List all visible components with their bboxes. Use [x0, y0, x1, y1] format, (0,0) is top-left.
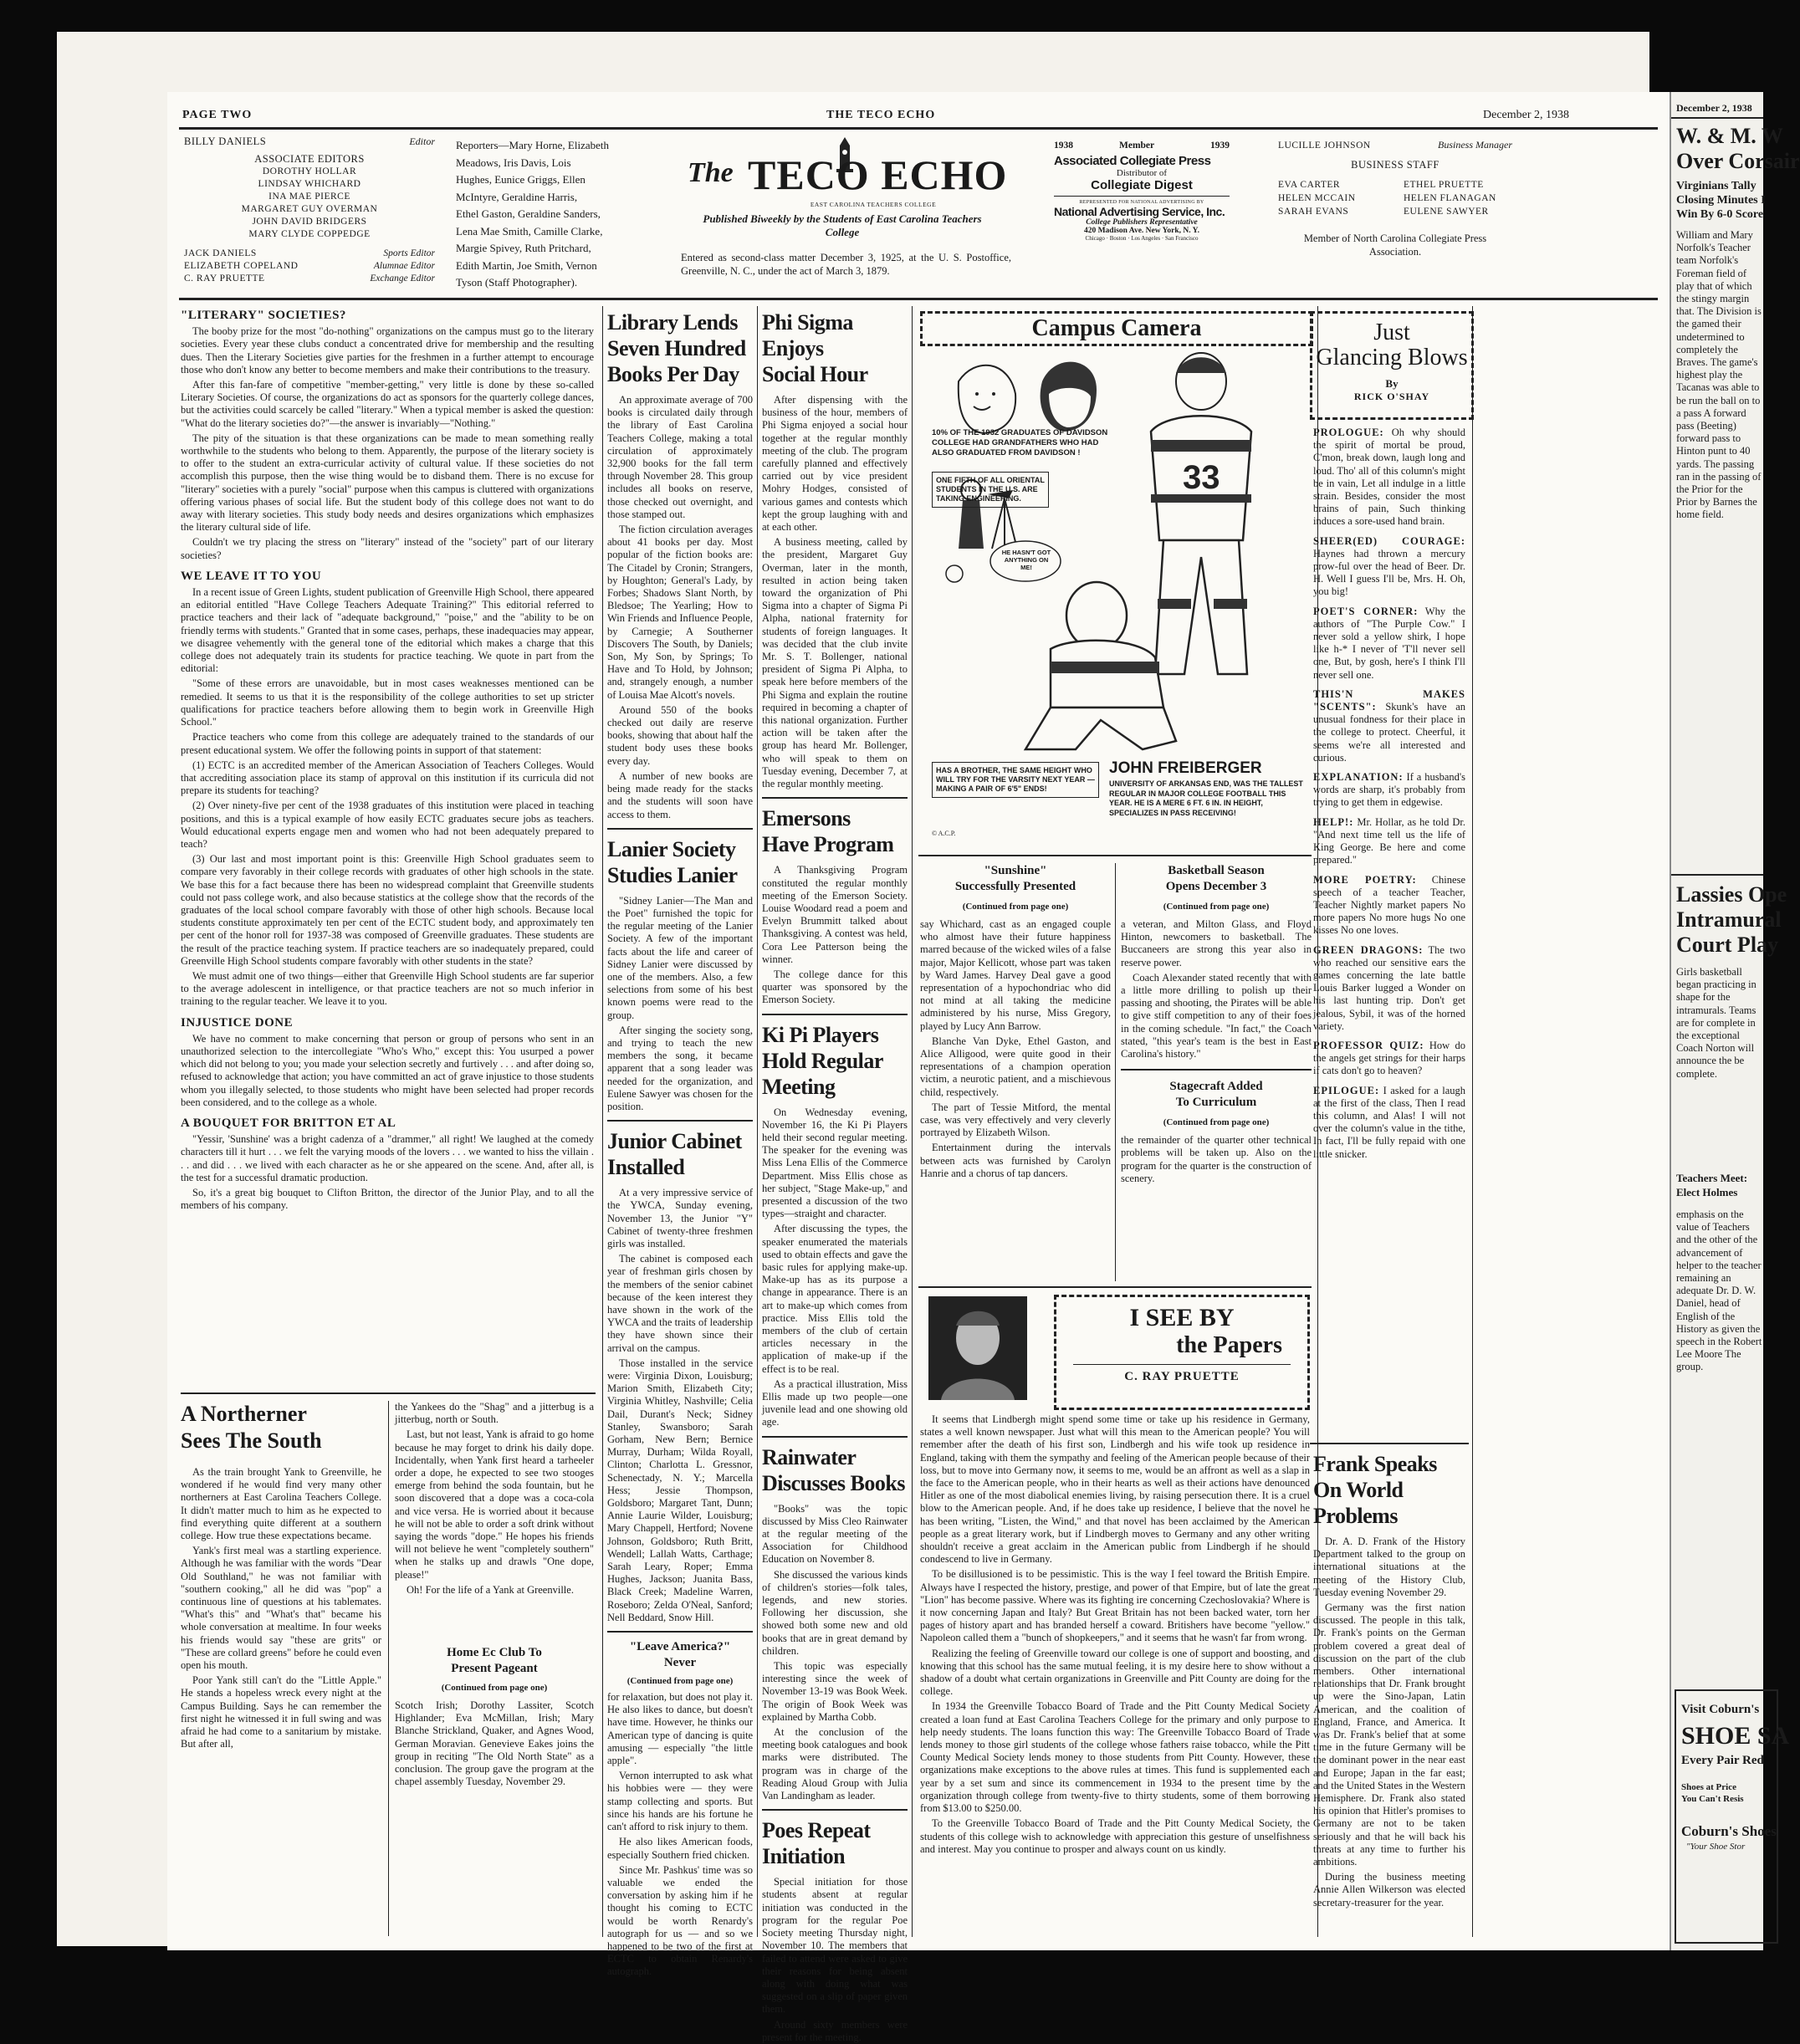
editorial-paragraph: The pity of the situation is that these organizations can be made to mean something really worthwhile to the students who belong to them. Apparently, the purpose of the literary society is to offer to the student an extra-curricular activity of cultural value. If these societies do not accomplish this purpose, then the wise thing would be to disband them. There is no excuse for "literary" societies with a purely "social" purpose when this campus is cluttered with organizations offering various phases of social life. But the student body of this college does not want to do away with literary societies. This study body needs and desires organizations which emphasizes the literary cultural side of life.	[181, 432, 594, 534]
headline-line: Phi Sigma	[762, 310, 853, 335]
scanned-page-background	[57, 32, 1800, 2043]
column-rule	[757, 306, 758, 1937]
editor-name: BILLY DANIELS	[184, 135, 267, 147]
article-paragraph: To the Greenville Tobacco Board of Trade and the Pitt County Medical Society, the students of this college wish to acknowledge with appreciation this gesture of unselfishness and interest. May you continue to prosper and always count on us kindly.	[920, 1817, 1310, 1855]
headline-line: "Sunshine"	[984, 864, 1047, 877]
title-line: Glancing Blows	[1316, 345, 1468, 370]
masthead-editors	[184, 135, 435, 285]
article-paragraph: After discussing the types, the speaker enumerated the materials used to obtain effects and gave the basic rules for applying make-up. Make-up has as its purpose a change in appearance. There is an art to make-up which comes from practice. Miss Ellis told the members of the club of certain articles necessary in the application of make-up if the effect is to be real.	[762, 1223, 908, 1375]
cartoon-player-name: JOHN FREIBERGER	[1109, 759, 1262, 777]
section-editor-name: ELIZABETH COPELAND	[184, 261, 299, 271]
article-paragraph: Blanche Van Dyke, Ethel Gaston, and Alice Alligood, were quite good in their representations of a champion operation victim, a neurotic patient, and a mischievous child, respectively.	[920, 1035, 1111, 1098]
column-two	[607, 309, 753, 1978]
article-paragraph: The part of Tessie Mitford, the mental case, was very effectively and very cleverly portrayed by Elizabeth Wilson.	[920, 1101, 1111, 1139]
headline-line: Stagecraft Added	[1169, 1080, 1263, 1094]
ad-line: Every Pair Red	[1681, 1754, 1764, 1767]
adjacent-subhead	[1676, 1171, 1747, 1199]
i-see-by-title-box	[1054, 1295, 1310, 1410]
article-paragraph: the remainder of the quarter other technical problems will be taken up. Also on the program for the quarter is the construction of scenery.	[1121, 1134, 1312, 1184]
glancing-section-heading: MORE POETRY:	[1313, 873, 1417, 886]
headline-line: Basketball Season	[1168, 864, 1265, 877]
title-line: Just	[1373, 319, 1410, 345]
library-article	[607, 394, 753, 821]
nameplate-subtitle: Published Biweekly by the Students of East Carolina Teachers College	[703, 212, 982, 238]
editorial-paragraph: The booby prize for the most "do-nothing" organizations on the campus must go to the literary societies. Every year these clubs conduct a concentrated drive for membership and the resulting dues. Then the Literary Societies give parties for the freshmen in a further attempt to encourage those who don't know any better to become members and make their contributions to the treasury.	[181, 325, 594, 376]
northerner-col1	[181, 1466, 381, 1934]
nameplate-college: EAST CAROLINA TEACHERS COLLEGE	[810, 201, 937, 208]
headline-line: Frank Speaks	[1313, 1452, 1437, 1476]
i-see-by-article	[920, 1413, 1310, 1940]
article-paragraph: a veteran, and Milton Glass, and Floyd Hinton, newcomers to basketball. The Buccaneers are strong this year also in reserve power.	[1121, 918, 1312, 968]
headline-line: Lassies Ope	[1676, 882, 1787, 907]
masthead-business	[1278, 139, 1512, 258]
cartoon-fact-brother: HAS A BROTHER, THE SAME HEIGHT WHO WILL TRY FOR THE VARSITY NEXT YEAR — MAKING A PAIR OF 6'5" ENDS!	[932, 762, 1099, 798]
reporters-line: Meadows, Iris Davis, Lois	[456, 156, 571, 169]
article-headline	[607, 836, 753, 888]
glancing-section-text: The two who reached our sensitive ears the games concerning the late battle Louis Barker lugged a Wonder on his last hunting trip. Don't get jealous, Sybil, it was of the horned variety.	[1313, 943, 1466, 1032]
glancing-section-heading: PROLOGUE:	[1313, 427, 1384, 438]
article-paragraph: As the train brought Yank to Greenville, he wondered if he would find very many other northerners at East Carolina Teachers College. It didn't matter much to him as he expected to find everything quite different at a southern college. How true these expectations became.	[181, 1466, 381, 1542]
student-face-icon	[1041, 362, 1097, 432]
editorial-paragraph: In a recent issue of Green Lights, student publication of Greenville High School, there appeared an editorial entitled "Have College Teachers Adequate Training?" This editorial referred to practice teachers and their lack of "adequate background," "poise," and the "ability to be on friendly terms with students." Granted that in some cases, perhaps, these inadequacies may appear, we disagree vehemently with the general tone of the editorial which makes a charge that this college does not adequately train its students for practice teaching. We quote in part from the editorial:	[181, 586, 594, 675]
ad-line: Coburn's Shoes	[1681, 1823, 1777, 1839]
sunshine-article	[920, 863, 1111, 1281]
headline-line: Sees The South	[181, 1428, 322, 1453]
leave-america-article	[607, 1691, 753, 1978]
northerner-article	[181, 1401, 594, 1936]
column-rule	[1472, 306, 1473, 1937]
nameplate-the: The	[688, 157, 734, 188]
article-paragraph: At the conclusion of the meeting book catalogues and book marks were distributed. The program was in charge of the Reading Aloud Group with Julia Van Landingham as leader.	[762, 1726, 908, 1802]
basketball-article	[1121, 863, 1312, 1281]
editorial-paragraph: Practice teachers who come from this college are adequately trained to the standards of our present educational system. We offer the following points in support of that statement:	[181, 731, 594, 756]
article-paragraph: Dr. A. D. Frank of the History Department talked to the group on international situations at the meeting of the History Club, Tuesday evening November 29.	[1313, 1536, 1465, 1598]
associate-editor: JOHN DAVID BRIDGERS	[252, 217, 367, 227]
manager-role: Business Manager	[1438, 139, 1512, 151]
article-headline	[920, 863, 1111, 895]
headline-line: "Leave America?"	[629, 1640, 731, 1654]
phi-sigma-article	[762, 394, 908, 790]
article-paragraph: The cabinet is composed each year of freshman girls chosen by the members of the senior cabinet because of the keen interest they have shown in the work of the YWCA and the traits of leadership they have shown since their arrival on the campus.	[607, 1253, 753, 1354]
article-headline	[1313, 1451, 1465, 1529]
article-paragraph: A number of new books are being made ready for the stacks and the students will soon have access to them.	[607, 769, 753, 820]
cartoon-fact-engineering: ONE FIFTH OF ALL ORIENTAL STUDENTS IN THE U.S. ARE TAKING ENGINEERING.	[932, 472, 1049, 508]
headline-line: Seven Hundred	[607, 336, 746, 360]
football-player-icon	[1151, 353, 1251, 674]
nameplate-entry-note: Entered as second-class matter December 3, 1925, at the U. S. Postoffice, Greenville, N. C., under the act of March 3, 1879.	[681, 252, 1011, 277]
business-staff-member: SARAH EVANS	[1278, 207, 1349, 217]
associate-editors-heading: ASSOCIATE EDITORS	[254, 153, 365, 165]
glancing-section-heading: SHEER(ED) COURAGE:	[1313, 534, 1465, 547]
article-headline	[762, 309, 908, 387]
article-paragraph: Entertainment during the intervals between acts was furnished by Carolyn Hanrie and a chorus of tap dancers.	[920, 1142, 1111, 1179]
headline-line: Home Ec Club To	[447, 1646, 542, 1659]
reporters-line: Tyson (Staff Photographer).	[456, 276, 578, 289]
kneeling-player-icon	[1025, 582, 1176, 749]
article-paragraph: Oh! For the life of a Yank at Greenville.	[407, 1583, 574, 1596]
ad-line: "Your Shoe Stor	[1686, 1842, 1746, 1852]
business-staff-member: EULENE SAWYER	[1404, 207, 1489, 217]
page-header	[182, 109, 1654, 125]
article-paragraph: After dispensing with the business of the hour, members of Phi Sigma enjoyed a social hour together at the regular monthly meeting of the club. The program carefully planned and effectively carried out by vice president Mohry Hodges, consisted of various games and contests which kept the group laughing with and at each other.	[762, 394, 908, 534]
press-address: 420 Madison Ave. New York, N. Y.	[1083, 227, 1200, 235]
reporters-line: Margie Spivey, Ruth Pritchard,	[456, 242, 591, 254]
section-editor-role: Sports Editor	[383, 248, 435, 258]
campus-camera-title: Campus Camera	[1031, 315, 1202, 341]
headline-line: Enjoys	[762, 336, 824, 360]
article-paragraph: On Wednesday evening, November 16, the Ki Pi Players held their second regular meeting. The speaker for the evening was Miss Lena Ellis of the Commerce Department. Miss Ellis chose as her subject, "Stage Make-up," and presented a discussion of the two types—straight and character.	[762, 1106, 908, 1220]
article-paragraph: say Whichard, cast as an engaged couple who almost have their future happiness marred because of the wicked wiles of a false major, Major Kellicott, whose part was taken by Ward James. Harvey Deal gave a good representation of a hypochondriac who did not mind at all taking the medicine administered by his nurse, Miss Gregory, played by Lucy Ann Barrow.	[920, 918, 1111, 1032]
headline-line: Emersons	[762, 806, 851, 831]
article-paragraph: Around sixty members were present for the meeting.	[762, 2018, 908, 2043]
article-headline	[762, 1817, 908, 1869]
glancing-section-text: I asked for a laugh at the first of the class, Then I read this column, and Alas! I will not over the column's value in the tithe, In fact, I'll be fully repaid with one little snicker.	[1313, 1084, 1465, 1160]
reporters-line: Lena Mae Smith, Camille Clarke,	[456, 224, 603, 238]
associate-editors-list	[184, 166, 435, 241]
junior-cabinet-article	[607, 1187, 753, 1624]
glancing-blows-title-box	[1310, 311, 1474, 420]
cartoon-player-bio: UNIVERSITY OF ARKANSAS END, WAS THE TALLEST REGULAR IN MAJOR COLLEGE FOOTBALL THIS YEAR. HE IS A MERE 6 FT. 6 IN. IN HEIGHT, SPECIALIZES IN PASS RECEIVING!	[1109, 779, 1303, 817]
editorial-paragraph: So, it's a great big bouquet to Clifton Britton, the director of the Junior Play, and to all the members of his company.	[181, 1187, 594, 1212]
subhead-line: Teachers Meet:	[1676, 1172, 1748, 1184]
press-rep-line: REPRESENTED FOR NATIONAL ADVERTISING BY	[1079, 200, 1204, 205]
cartoon-bottom-rule	[918, 855, 1312, 856]
associate-editor: MARGARET GUY OVERMAN	[241, 204, 378, 214]
cartoon-credit: © A.C.P.	[932, 830, 956, 837]
glancing-section-heading: EPILOGUE:	[1313, 1084, 1380, 1096]
rainwater-article	[762, 1503, 908, 1803]
paper-name: THE TECO ECHO	[826, 109, 936, 121]
issue-date: December 2, 1938	[1483, 109, 1570, 121]
headline-line: Hold Regular	[762, 1048, 883, 1073]
deck-line: Win By 6-0 Score	[1676, 208, 1764, 221]
article-headline	[1121, 1079, 1312, 1111]
glancing-section-text: Why the authors of "The Purple Cow." I never sold a yellow shirk, I hope like h-* I never of 'T'll never sell one, But, by gosh, here's I think I'll never sell one.	[1313, 605, 1465, 681]
headline-line: Rainwater	[762, 1444, 857, 1469]
press-year-left: 1938	[1054, 141, 1073, 151]
press-distributor: Distributor of	[1116, 168, 1168, 178]
article-headline	[762, 1022, 908, 1100]
adjacent-headline	[1676, 882, 1787, 958]
associate-editor: INA MAE PIERCE	[268, 192, 350, 202]
glancing-blows-title	[1312, 320, 1471, 370]
headline-line: Books Per Day	[607, 362, 739, 386]
glancing-section-heading: EXPLANATION:	[1313, 771, 1404, 784]
article-headline	[181, 1401, 381, 1454]
headline-line: Discusses Books	[762, 1470, 905, 1495]
headline-line: Ki Pi Players	[762, 1022, 879, 1047]
northerner-col2	[395, 1401, 594, 1635]
glancing-section-text: If a husband's words are sharp, it's probably from trying to get them in edgewise.	[1313, 771, 1466, 809]
masthead-rule	[179, 298, 1658, 300]
headline-line: On World	[1313, 1478, 1404, 1502]
press-nas-sub: College Publishers Representative	[1086, 218, 1198, 227]
glancing-section-heading: GREEN DRAGONS:	[1313, 943, 1424, 956]
jersey-number: 33	[1183, 459, 1220, 496]
article-paragraph: In 1934 the Greenville Tobacco Board of Trade and the Pitt County Medical Society created a loan fund at East Carolina Teachers College for the primary and only purpose to help needy students. The loans function this way: The Greenville Tobacco Board of Trade lends money to those girl students of the college whose fathers raise tobacco, while the Pitt County Medical Society lends money to those students from Pitt County. However, these organizations make exceptions to the above rules at times. This fund is supplemented each year by a set sum and since its commencement in 1934 to the present time by the organization through college from twenty-five to thirty students, some of them borrowing from $13.00 to $250.00.	[920, 1700, 1310, 1815]
headline-line: Library Lends	[607, 310, 739, 335]
press-association: Associated Collegiate Press	[1054, 154, 1211, 168]
article-paragraph: At a very impressive service of the YWCA, Sunday evening, November 13, the Junior "Y" Cabinet of twenty-three freshmen girls was installed.	[607, 1187, 753, 1249]
article-paragraph: To be disillusioned is to be pessimistic. This is the way I feel toward the British Empire. Always have I respected the history, prestige, and power of that Empire, but of late the great "Lion" has become passive. Where was its fighting ire concerning Czechoslovakia? Where is it now concerning Japan and Italy? But Great Britain has not been backed water, torn her pages of history apart and has branded herself a coward. Britishers have become "yellow." Napoleon called them a "bunch of shopkeepers," and it seems that he wasn't far from wrong.	[920, 1568, 1310, 1644]
editorial-paragraph: We must admit one of two things—either that Greenville High School students are far superior to the average adolescent in intelligence, or that practice teachers are not so much inferior in training to the regular teacher. We leave it to you.	[181, 969, 594, 1008]
section-editor-name: JACK DANIELS	[184, 248, 257, 258]
poes-article	[762, 1876, 908, 2044]
article-paragraph: Coach Alexander stated recently that with a little more drilling to polish up their passing and shooting, the Pirates will be able to give stiff competition to any of their foes in the coming schedule. "In fact," the Coach stated, "this year's team is the best in East Carolina's history."	[1121, 971, 1312, 1060]
press-year-right: 1939	[1210, 141, 1230, 151]
headline-line: A Northerner	[181, 1402, 307, 1426]
headline-line: Initiation	[762, 1844, 846, 1869]
lanier-article	[607, 895, 753, 1113]
editorial-title: WE LEAVE IT TO YOU	[181, 569, 322, 583]
section-rule	[1310, 1443, 1469, 1444]
section-editor-role: Exchange Editor	[370, 273, 435, 284]
ad-line: Shoes at Price	[1681, 1782, 1736, 1792]
reporters-line: Hughes, Eunice Griggs, Ellen	[456, 173, 586, 186]
masthead-reporters	[456, 137, 661, 292]
article-headline	[607, 309, 753, 387]
headline-line: Court Play	[1676, 933, 1779, 957]
continued-note: (Continued from page one)	[1163, 1117, 1270, 1128]
headline-line: Over Corsair	[1676, 149, 1800, 173]
headline-line: Present Pageant	[451, 1662, 538, 1675]
continued-note: (Continued from page one)	[626, 1676, 734, 1687]
editor-role: Editor	[409, 135, 435, 147]
glancing-section-text: How do the angels get strings for their harps if cats don't go to heaven?	[1313, 1039, 1465, 1077]
editorials-column	[181, 309, 594, 1388]
article-paragraph: Special initiation for those students absent at regular initiation was conducted in the program for the regular Poe Society meeting Thursday night, November 10. The members that failed to attend were asked to give their reasons for being absent along with doing what was suggested on a slip of paper given them.	[762, 1876, 908, 2016]
emersons-article	[762, 864, 908, 1006]
editorials-bottom-rule	[181, 1392, 596, 1394]
editorial-paragraph: "Some of these errors are unavoidable, but in most cases weaknesses mentioned can be remedied. It seems to us that it is the responsibility of the college authorities to set up stricter qualifications for practice teachers before allowing them to begin work in Greenville High School."	[181, 677, 594, 728]
associate-editor: LINDSAY WHICHARD	[258, 179, 361, 189]
campus-camera-cartoon	[925, 348, 1310, 850]
business-staff-member: HELEN FLANAGAN	[1404, 193, 1496, 203]
article-paragraph: The fiction circulation averages about 41 books per day. Most popular of the fiction books are: The Citadel by Cronin; Strangers, by Houghton; General's Lady, by Forbes; Shadows Slant North, by Bledsoe; The Yearling; How to Win Friends and Influence People, by Carnegie; A Southerner Discovers The South, by Daniels; Son, My Son, by Springs; To Have and To Hold, by Johnson; and, strangely enough, a number of Louisa Mae Alcott's novels.	[607, 524, 753, 701]
reporters-line: Reporters—Mary Horne, Elizabeth	[456, 139, 610, 151]
adjacent-text: William and Mary Norfolk's Teacher team Norfolk's Foreman field of play that of which the stingy margin that. The Division is the gamed their undetermined to completely the Braves. The game's highest play the Tacanas was able to be run the ball on to a pass A forward pass (Beeting) forward pass to Hinton punt to 40 yards. The passing ran in the passing of the Prior for the Prior by Barnes the home field.	[1676, 229, 1762, 521]
press-block	[1054, 141, 1230, 266]
adjacent-headline	[1676, 124, 1800, 174]
reporters-line: Ethel Gaston, Geraldine Sanders,	[456, 207, 601, 220]
article-paragraph: "Books" was the topic discussed by Miss Cleo Rainwater at the regular meeting of the Association for Childhood Education on November 8.	[762, 1502, 908, 1566]
article-paragraph: This topic was especially interesting since the week of November 13-19 was Book Week. The origin of Book Week was explained by Martha Cobb.	[762, 1660, 908, 1723]
article-paragraph: Last, but not least, Yank is afraid to go home because he may forget to drink his daily dope. Incidentally, when Yank first heard a tarheeler order a dope, he expected to see two stooges emerge from behind the soda fountain, but he soon discovered that a dope was a coca-cola and vice versa. He is worried about it because he will not be able to order a soft drink without saying the words "dope." He hopes his friends will not believe he went "completely southern" when he stalks up and drawls "One dope, please!"	[395, 1428, 594, 1581]
reporters-line: McIntyre, Geraldine Harris,	[456, 190, 578, 203]
adjacent-page	[1670, 92, 1800, 1950]
editorial-paragraph: After this fan-fare of competitive "member-getting," very little is done by these so-called Literary Societies. Of course, the organizations do act as sponsors for the quarterly college dances, but the activities could scarcely be called "literary." When a typical member is asked the question: "What do the literary societies do?"—the answer is invariably—"Nothing."	[181, 379, 594, 429]
press-nas: National Advertising Service, Inc.	[1054, 205, 1225, 218]
i-see-by-byline: C. RAY PRUETTE	[1124, 1370, 1240, 1383]
deck-line: Virginians Tally	[1676, 180, 1757, 192]
editorial-paragraph: (1) ECTC is an accredited member of the American Association of Teachers Colleges. Would that accrediting association place its stamp of approval on this institution if its curricula did not prepare its students for teaching?	[181, 759, 594, 797]
headline-line: Successfully Presented	[954, 880, 1076, 893]
editorial-paragraph: (2) Over ninety-five per cent of the 1938 graduates of this institution were placed in teaching positions, and this is a typical example of how easily ECTC graduates secure jobs as teachers. Would educational experts engage men and women who had not been adequately prepared to teach?	[181, 800, 594, 850]
glancing-section-heading: PROFESSOR QUIZ:	[1313, 1039, 1424, 1051]
headline-line: Opens December 3	[1165, 880, 1267, 893]
column-three	[762, 309, 908, 2043]
glancing-section-text: Chinese speech of a teacher Teacher, Teacher Nightly market papers No more papers No more hugs No one kisses No one loves.	[1313, 873, 1465, 937]
article-paragraph: for relaxation, but does not play it. He also likes to dance, but doesn't have time. However, he thinks our American type of dancing is quite amusing — especially "the little apple".	[607, 1691, 753, 1767]
business-staff-member: ETHEL PRUETTE	[1404, 180, 1484, 190]
article-paragraph: Scotch Irish; Dorothy Lassiter, Scotch Highlander; Eva McMillan, Irish; Mary Blanche Strickland, Quaker, and Agnes Wood, German Moravian. Genevieve Eakes joins the group in reciting "The Old North State" as a conclusion. The group gave the program at the chapel assembly Tuesday, November 29.	[395, 1699, 594, 1788]
glancing-section-heading: THIS'N MAKES "SCENTS":	[1313, 687, 1465, 713]
press-digest: Collegiate Digest	[1091, 178, 1193, 192]
small-face-icon	[946, 565, 963, 582]
nameplate-title: TECO ECHO	[748, 151, 1008, 198]
glancing-section-heading: HELP!:	[1313, 815, 1354, 828]
article-paragraph: She discussed the various kinds of children's stories—folk tales, legends, and new stories. Following her discussion, she showed both some new and old books that are in great demand by children.	[762, 1568, 908, 1657]
i-see-by-title: I SEE BY	[1129, 1304, 1235, 1331]
article-paragraph: During the business meeting Annie Allen Wilkerson was elected secretary-treasurer for the year.	[1313, 1871, 1465, 1909]
ad-line: Visit Coburn's	[1681, 1703, 1760, 1716]
reporters-line: Edith Martin, Joe Smith, Vernon	[456, 258, 597, 272]
article-headline	[607, 1639, 753, 1671]
editorial-title: "LITERARY" SOCIETIES?	[181, 309, 346, 322]
i-see-by-subtitle: the Papers	[1176, 1332, 1282, 1358]
cartoon-speech-bubble: HE HASN'T GOT ANYTHING ON ME!	[1001, 549, 1051, 571]
headline-line: Studies Lanier	[607, 862, 738, 887]
article-headline	[607, 1128, 753, 1180]
newspaper-sheet	[167, 92, 1800, 2043]
ki-pi-article	[762, 1106, 908, 1429]
editorial-paragraph: (3) Our last and most important point is this: Greenville High School graduates seem to compare very favorably in their college records with graduates of other high schools in the state. We base this for a fact because there has been no widespread complaint that Greenville students could not pass college work, and also because statistics at the college show that the records of the graduates of the local school compare favorably with those of other high schools. Because local students constitute approximately ten per cent of the ECTC student body, and approximately ten per cent of the honor roll for 1937-38 was composed of Greenville graduates. These students are the result of the practice teaching system. If practice teachers are so inadequately prepared, could Greenville High School students compare favorably with other students in the state?	[181, 853, 594, 967]
article-paragraph: Vernon interrupted to ask what his hobbies were — they were stamp collecting and sports. But since his hands are his fortune he can't afford to risk injury to them.	[607, 1770, 753, 1833]
article-paragraph: the Yankees do the "Shag" and a jitterbug is a jitterbug, north or South.	[395, 1401, 594, 1426]
article-paragraph: Germany was the first nation discussed. The people in this talk, Dr. Frank's points on the German problem covered a great deal of discussion on the part of the club members. Other international relationships that Dr. Frank brought up were the Sino-Japan, Latin American, and the coalition of England, France, and America. It was Dr. Frank's belief that at some time in the future Germany will be the dominant power in the near east and Europe; Japan in the far east; and the United States in the Western Hemisphere. Dr. Frank also stated his opinion that Hitler's promises to Germany are not to be taken seriously and that he will back his threats at any time to further his ambitions.	[1313, 1602, 1465, 1868]
page-label: PAGE TWO	[182, 109, 253, 121]
article-paragraph: It seems that Lindbergh might spend some time or take up his residence in Germany, states a well known newspaper. Just what will this mean to the American people? You will remember after the death of his first son, Lindbergh and his wife took up residence in England, taking with them the sympathy and feeling of the American people because of their loss, but to move into Germany now, it seems to me, would be an affront as well as a slap in the face to the American people, who in their hearts as well as their actions have denounced Hitler as one of the most diabolical enemies living, by raising persecution there. It is a cruel blow to the American people. And, if he does take up residence, I believe that the novel he has been writing, "Listen, the Wind," and that novel has been acclaimed by the American people as a great literary work, but if Lindbergh moves to Germany and any other writing shouldn't receive a great acclaim in the American public from Lindbergh if he should condescend to live in Germany.	[920, 1413, 1310, 1566]
glancing-blows-column	[1313, 427, 1465, 1438]
associate-editor: MARY CLYDE COPPEDGE	[248, 229, 371, 239]
business-staff-member: EVA CARTER	[1278, 180, 1341, 190]
article-paragraph: Yank's first meal was a startling experience. Although he was familiar with the words "Dear Old Southland," he was not familiar with "southern cooking," all he did was "pop" a continuous line of questions at his tablemates. "What's this" and "What's that" became his whole conversation at mealtime. In four weeks his friends would say "these are grits" or "These are collard greens" before he could even open his mouth.	[181, 1545, 381, 1672]
article-headline	[762, 1444, 908, 1496]
press-cities: Chicago · Boston · Los Angeles · San Francisco	[1085, 235, 1199, 242]
headline-line: Problems	[1313, 1504, 1398, 1528]
deck-line: Closing Minutes I	[1676, 194, 1766, 207]
article-paragraph: A business meeting, called by the president, Margaret Guy Overman, later in the month, resulted in action being taken toward the organization of Phi Sigma into a chapter of Sigma Pi Alpha, national fraternity for students of foreign languages. It was decided that the club invite Mr. S. T. Bollenger, national president of Sigma Pi Alpha, to speak here before members of the Phi Sigma and explain the routine required in becoming a chapter of this national organization. Further action will be taken after the group has heard Mr. Bollenger, who will speak to them on Tuesday evening, December 7, at the regular monthly meeting.	[762, 536, 908, 790]
header-rule	[179, 127, 1658, 130]
article-paragraph: Poor Yank still can't do the "Little Apple." He stands a hopeless wreck every night at the Campus Building. Says he can remember the first night he witnessed it in full swing and was afraid he had come to a sanitarium by mistake. But after all,	[181, 1674, 381, 1750]
article-paragraph: After singing the society song, and trying to teach the new members the song, it became apparent that a song leader was needed for the organization, and Eulene Sawyer was chosen for the position.	[607, 1024, 753, 1112]
editorial-paragraph: "Yessir, 'Sunshine' was a bright cadenza of a "drammer," all right! We laughed at the comedy characters till it hurt . . . we felt the varying moods of the lovers . . . we wanted to hiss the villain . . . and did . . . we lived with each character as he or she appeared on the scene. And, after all, is the test for a successful dramatic production.	[181, 1133, 594, 1183]
business-staff-heading: BUSINESS STAFF	[1351, 159, 1439, 171]
headline-line: Meeting	[762, 1074, 836, 1099]
section-editors	[184, 248, 435, 285]
article-paragraph: As a practical illustration, Miss Ellis made up two people—one juvenile lead and one showing old age.	[762, 1377, 908, 1428]
glancing-section-text: Mr. Hollar, as he told Dr. "And next time tell us the life of King George. Be here and come prepared."	[1313, 815, 1465, 866]
article-paragraph: He also likes American foods, especially Southern fried chicken.	[607, 1836, 753, 1861]
editorial-title: INJUSTICE DONE	[181, 1015, 294, 1030]
article-paragraph: "Sidney Lanier—The Man and the Poet" furnished the topic for the regular meeting of the Lanier Society. A few of the important facts about the life and career of Sidney Lanier were discussed by one of the members. Also, a few selections from some of his best known poems were read to the group.	[607, 894, 753, 1021]
headline-line: Poes Repeat	[762, 1818, 871, 1843]
headline-line: Lanier Society	[607, 836, 736, 861]
continued-note: (Continued from page one)	[962, 902, 1069, 912]
section-editor-name: C. RAY PRUETTE	[184, 273, 265, 284]
editorial-title: A BOUQUET FOR BRITTON ET AL	[181, 1116, 396, 1130]
article-paragraph: Realizing the feeling of Greenville toward our college is one of support and boosting, and knowing that this school has the same mutual feeling, it is my desire here to show without a shadow of a doubt what certain organizations in Greenville and Pitt County are doing for the college.	[920, 1647, 1310, 1698]
grandfather-face-icon	[959, 365, 1015, 433]
continued-note: (Continued from page one)	[441, 1683, 548, 1693]
article-headline	[395, 1645, 594, 1677]
headline-line: Intramural	[1676, 907, 1782, 932]
press-member: Member	[1119, 141, 1155, 151]
article-headline	[1121, 863, 1312, 895]
cartoon-fact-grandfathers: 10% OF THE 1932 GRADUATES OF DAVIDSON COLLEGE HAD GRANDFATHERS WHO HAD ALSO GRADUATED FROM DAVIDSON !	[932, 428, 1108, 457]
ad-line: SHOE SA	[1681, 1722, 1790, 1750]
business-staff-member: HELEN MCCAIN	[1278, 193, 1356, 203]
headline-line: W. & M. W	[1676, 124, 1783, 148]
adjacent-date: December 2, 1938	[1676, 102, 1752, 114]
glancing-section-text: Haynes had thrown a mercury prow-ful over the head of Beer. Dr. H. Well I guess I'll be, Mrs. H. Oh, you big!	[1313, 547, 1465, 598]
glancing-section-text: Oh why should the spirit of mortal be proud, C'mon, break down, laugh long and loud. Tho' all of this column's might be in vain, Let all indulge in a little strain. Besides, consider the most brains of pain, Such thinking induces a sore-used hand brain.	[1313, 427, 1465, 528]
continued-note: (Continued from page one)	[1163, 902, 1270, 912]
coburn-shoe-ad	[1675, 1689, 1790, 1944]
column-rule	[602, 306, 603, 1937]
article-paragraph: An approximate average of 700 books is circulated daily through the library of East Carolina Teachers College, making a total circulation of approximately 32,900 books for the fall term through November 28. This group includes all books on reserve, those checked out overnight, and those stamped out.	[607, 394, 753, 520]
headline-line: Never	[663, 1656, 697, 1670]
editorial-paragraph: Couldn't we try placing the stress on "literary" instead of the "society" part of our literary societies?	[181, 536, 594, 561]
glancing-section-text: Skunk's have an unusual fondness for their place in the college to protect. Cheerful, it seems we're all interested and curious.	[1313, 701, 1466, 764]
editorial-paragraph: We have no comment to make concerning that person or group of persons who sent in an unauthorized selection to the intercollegiate "Who's Who," except this: You usurped a power which did not belong to you; you made your selection secretly and furtively . . . and after doing so, refused to acknowledge that action; you have committed an act of grave injustice to those students whom you illegally selected, to those students who might have been selected had proper records been considered, and to the college as a whole.	[181, 1032, 594, 1108]
nameplate	[679, 135, 1014, 294]
campus-camera-title-box	[920, 311, 1313, 346]
glancing-by: By	[1385, 377, 1399, 390]
section-editor-role: Alumnae Editor	[373, 261, 435, 271]
columnist-portrait-icon	[928, 1296, 1027, 1400]
column-rule	[912, 306, 913, 1937]
frank-article	[1313, 1451, 1465, 1940]
adjacent-text: emphasis on the value of Teachers and the other of the advancement of helper to the teacher remaining an adequate Dr. D. W. Daniel, head of English of the History as given the speech in the Robert Lee Moore The group.	[1676, 1209, 1762, 1373]
article-headline	[762, 805, 908, 857]
article-paragraph: Since Mr. Pashkus' time was so valuable we ended the conversation by asking him if he thought his coming to ECTC would be worth Renardy's autograph for us — and so we happened to be two of the first at ECTC to obtain Renardy's autograph.	[607, 1863, 753, 1978]
column-rule	[1115, 863, 1116, 1281]
article-paragraph: The college dance for this quarter was sponsored by the Emerson Society.	[762, 968, 908, 1006]
headline-line: Social Hour	[762, 362, 868, 386]
manager-name: LUCILLE JOHNSON	[1278, 141, 1371, 151]
adjacent-text: Girls basketball began practicing in shape for the intramurals. Teams are for complete in the exceptional Coach Norton will announce the be complete.	[1676, 966, 1757, 1080]
headline-line: To Curriculum	[1175, 1096, 1257, 1110]
headline-line: Junior Cabinet	[607, 1129, 742, 1154]
article-paragraph: Around 550 of the books checked out daily are reserve books, showing that about half the student body uses these books every day.	[607, 703, 753, 767]
home-ec-article	[395, 1645, 594, 1929]
section-rule	[918, 1286, 1312, 1288]
press-association-note: Member of North Carolina Collegiate Press Association.	[1303, 233, 1487, 258]
article-paragraph: Those installed in the service were: Virginia Dixon, Louisburg; Marion Smith, Elizabeth City; Virginia Whitley, Nashville; Celia Dail, Durant's Neck; Sidney Stanley, Swansboro; Sarah Gorham, New Bern; Bernice Murray, Durham; Wilda Royall, Clinton; Charlotta L. Gressnor, Schenectady, N. Y.; Marcella Hess; Jessie Thompson, Goldsboro; Margaret Tant, Dunn; Annie Laurie Wilder, Louisburg; Mary Chappell, Hertford; Novene Johnson, Goldsboro; Ruth Britt, Wendell; Lallah Watts, Carthage; Sarah Leary, Roper; Emma Hughes, Jackson; Juanita Bass, Black Creek; Madeline Warren, Roseboro; Zelda O'Neal, Sanford; Nell Beddard, Snow Hill.	[607, 1357, 753, 1623]
ad-line: You Can't Resis	[1681, 1794, 1744, 1804]
columnist-photo	[928, 1296, 1027, 1400]
subhead-line: Elect Holmes	[1676, 1186, 1738, 1198]
glancing-author: RICK O'SHAY	[1353, 391, 1430, 402]
associate-editor: DOROTHY HOLLAR	[262, 166, 357, 176]
headline-line: Installed	[607, 1155, 685, 1180]
headline-line: Have Program	[762, 832, 894, 857]
article-paragraph: A Thanksgiving Program constituted the regular monthly meeting of the Emerson Society. Louise Woodard read a poem and Evelyn Brummitt talked about Thanksgiving. A contest was held, Cora Lee Patterson being the winner.	[762, 864, 908, 965]
adjacent-deck	[1676, 179, 1766, 222]
glancing-section-heading: POET'S CORNER:	[1313, 605, 1419, 617]
